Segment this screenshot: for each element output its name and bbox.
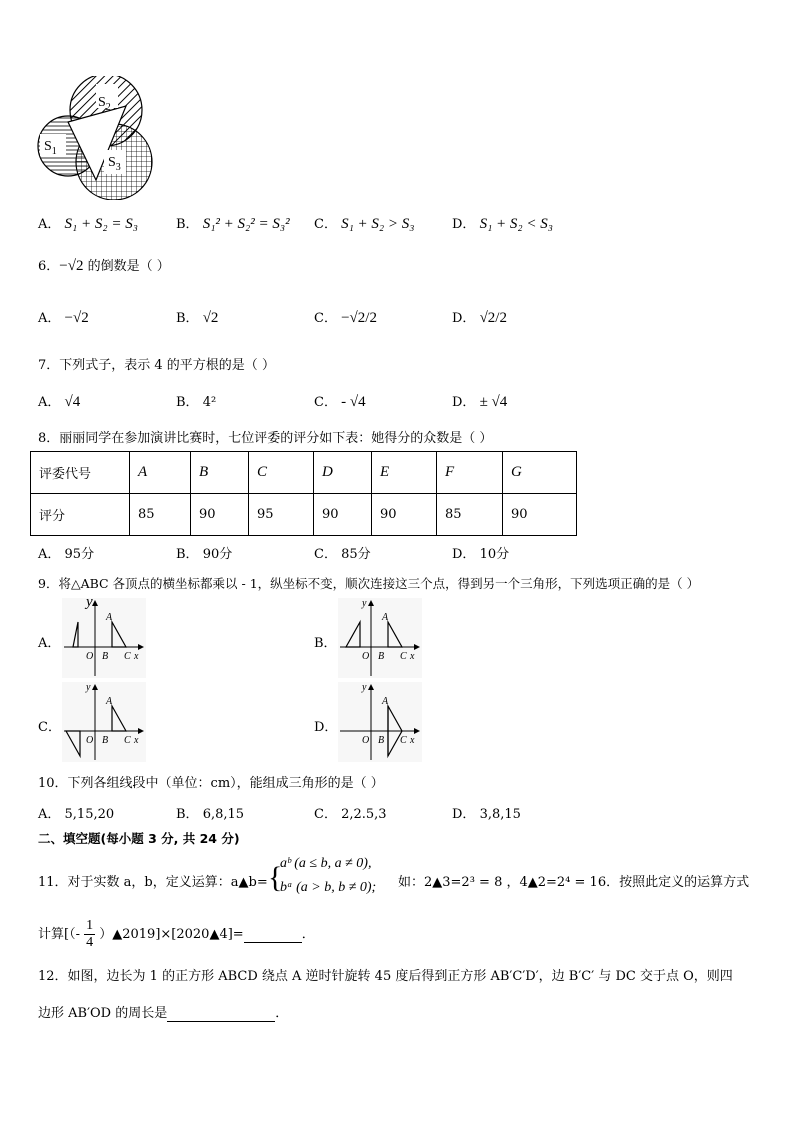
q7-option-a[interactable] [38, 391, 80, 411]
s2-label: $S_2$ [98, 95, 111, 113]
option-letter: C． [314, 311, 337, 326]
option-letter: D． [452, 311, 476, 326]
q11-line-2 [38, 918, 315, 951]
option-letter: C． [314, 547, 337, 562]
option-text: √2/2 [479, 310, 507, 326]
option-text: S₁ + S₂ < S₃ [479, 216, 553, 232]
y-axis-label: y [362, 598, 367, 609]
s3-label: $S_3$ [108, 155, 121, 173]
q9-graph-c [62, 682, 146, 762]
judge-cell: B [191, 452, 249, 494]
option-text: 6,8,15 [202, 807, 245, 822]
option-letter: D． [452, 547, 476, 562]
q9-graph-d [338, 682, 422, 762]
score-cell: 90 [191, 494, 249, 536]
answer-blank[interactable] [167, 1006, 275, 1022]
option-text: √2 [202, 310, 219, 326]
row-header: 评委代号 [31, 452, 130, 494]
q12-end: ． [275, 1006, 289, 1021]
option-text: √4 [64, 394, 81, 410]
q12-line-1: 12．如图，边长为 1 的正方形 ABCD 绕点 A 逆时针旋转 45 度后得到正方形 AB′C′D′，边 B′C′ 与 DC 交于点 O，则四 [38, 969, 733, 984]
point-c-label: C [400, 651, 407, 662]
point-c-label: C [400, 735, 407, 746]
q6-expression: −√2 [59, 258, 84, 274]
s1-label: $S_1$ [44, 139, 57, 157]
q8-option-c[interactable] [314, 543, 371, 562]
point-a-label: A [106, 696, 113, 707]
q5-pythagoras-circles-figure [36, 76, 156, 200]
question-number: 6． [38, 259, 60, 274]
option-text: 5,15,20 [64, 807, 115, 822]
origin-label: O [86, 735, 94, 746]
q12-line-2 [38, 1002, 288, 1022]
judge-cell: C [249, 452, 314, 494]
option-letter: D． [452, 807, 476, 822]
answer-blank[interactable] [244, 927, 302, 943]
q9-graph-b [338, 598, 422, 678]
option-letter: B． [176, 395, 199, 410]
fraction-denominator: 4 [86, 935, 94, 950]
q11-case-1: aᵇ (a ≤ b, a ≠ 0), [280, 856, 372, 871]
option-text: 2,2.5,3 [341, 807, 387, 822]
option-letter: A． [38, 217, 61, 232]
q10-option-b[interactable] [176, 803, 244, 822]
option-letter: D． [452, 395, 476, 410]
option-letter: C． [314, 217, 337, 232]
q7-option-c[interactable] [314, 391, 366, 411]
point-c-label: C [124, 735, 131, 746]
option-letter: B． [176, 217, 199, 232]
q9-option-a[interactable]: A． [38, 636, 61, 651]
x-axis-label: x [410, 651, 415, 662]
option-text: - √4 [341, 394, 366, 410]
point-c-label: C [124, 651, 131, 662]
q6-option-c[interactable] [314, 307, 377, 327]
point-a-label: A [382, 696, 389, 707]
point-a-label: A [382, 612, 389, 623]
option-letter: A． [38, 395, 61, 410]
q9-stem: 9．将△ABC 各顶点的横坐标都乘以 - 1，纵坐标不变，顺次连接这三个点，得到另一个三角形，下列选项正确的是（ ） [38, 576, 700, 591]
q7-option-d[interactable] [452, 391, 507, 411]
q9-option-c[interactable]: C． [38, 720, 61, 735]
q6-option-b[interactable] [176, 307, 218, 327]
q10-option-a[interactable] [38, 803, 114, 822]
origin-label: O [86, 651, 94, 662]
option-text: −√2 [64, 310, 89, 326]
option-text: S₁² + S₂² = S₃² [202, 216, 290, 232]
q8-option-a[interactable] [38, 543, 94, 562]
option-letter: A． [38, 807, 61, 822]
option-text: S₁ + S₂ > S₃ [341, 216, 415, 232]
option-letter: D． [452, 217, 476, 232]
q9-graph-a [62, 598, 146, 678]
q11-case-2: bᵃ (a > b, b ≠ 0); [280, 880, 377, 895]
x-axis-label: x [410, 735, 415, 746]
q5-option-c[interactable] [314, 213, 414, 233]
q9-option-b[interactable]: B． [314, 636, 337, 651]
q5-option-b[interactable] [176, 213, 290, 233]
point-b-label: B [102, 651, 109, 662]
option-letter: A． [38, 547, 61, 562]
score-cell: 90 [314, 494, 372, 536]
q11-line2-suffix: ）▲2019]×[2020▲4]= [99, 927, 244, 942]
option-text: 4² [202, 395, 217, 410]
option-letter: A． [38, 311, 61, 326]
y-axis-label: y [362, 682, 367, 693]
section-title: 二、填空题(每小题 3 分, 共 24 分) [38, 831, 240, 846]
option-letter: B． [176, 311, 199, 326]
q11-end: ． [301, 927, 315, 942]
fraction [84, 918, 95, 951]
score-cell: 90 [503, 494, 577, 536]
origin-label: O [362, 735, 370, 746]
score-cell: 90 [372, 494, 437, 536]
x-axis-label: x [134, 735, 139, 746]
q7-stem: 7．下列式子，表示 4 的平方根的是（ ） [38, 358, 275, 373]
q11-suffix: 如：2▲3=2³ = 8 ，4▲2=2⁴ = 16．按照此定义的运算方式 [398, 875, 750, 890]
option-letter: B． [176, 547, 199, 562]
q7-option-b[interactable] [176, 391, 216, 410]
judge-cell: E [372, 452, 437, 494]
q6-option-d[interactable] [452, 307, 507, 327]
option-letter: C． [314, 395, 337, 410]
judge-cell: G [503, 452, 577, 494]
y-axis-label: y [86, 598, 93, 610]
option-text: 3,8,15 [479, 807, 521, 822]
option-text: −√2/2 [341, 310, 377, 326]
judge-cell: A [130, 452, 191, 494]
option-text: 90分 [202, 547, 233, 562]
option-letter: C． [314, 807, 337, 822]
score-cell: 85 [130, 494, 191, 536]
q5-option-d[interactable] [452, 213, 553, 233]
option-text: 95分 [64, 547, 95, 562]
judge-cell: F [437, 452, 503, 494]
option-text: ± √4 [479, 394, 508, 410]
question-text: 的倒数是（ ） [83, 259, 170, 274]
q8-option-b[interactable] [176, 543, 232, 562]
row-header: 评分 [31, 494, 130, 536]
table-row [31, 494, 577, 536]
q8-stem: 8．丽丽同学在参加演讲比赛时，七位评委的评分如下表：她得分的众数是（ ） [38, 431, 493, 446]
q5-option-a[interactable] [38, 213, 138, 233]
option-text: S₁ + S₂ = S₃ [64, 216, 138, 232]
option-letter: B． [176, 807, 199, 822]
point-b-label: B [378, 735, 385, 746]
table-row [31, 452, 577, 494]
option-text: 85分 [341, 547, 371, 562]
fraction-numerator: 1 [86, 918, 94, 933]
q10-option-d[interactable] [452, 803, 521, 822]
score-cell: 95 [249, 494, 314, 536]
q10-option-c[interactable] [314, 803, 387, 822]
q6-option-a[interactable] [38, 307, 89, 327]
q8-option-d[interactable] [452, 543, 509, 562]
q11-prefix: 11．对于实数 a，b，定义运算：a▲b= [38, 875, 268, 890]
brace-icon: { [268, 861, 283, 894]
q9-option-d[interactable]: D． [314, 720, 338, 735]
judge-cell: D [314, 452, 372, 494]
q8-score-table [30, 451, 577, 536]
q11-line2-prefix: 计算[（- [38, 927, 80, 942]
x-axis-label: x [134, 651, 139, 662]
q12-line2-text: 边形 AB′OD 的周长是 [38, 1006, 168, 1021]
y-axis-label: y [86, 682, 91, 693]
point-b-label: B [102, 735, 109, 746]
q10-stem: 10．下列各组线段中（单位：cm），能组成三角形的是（ ） [38, 776, 384, 791]
point-b-label: B [378, 651, 385, 662]
origin-label: O [362, 651, 370, 662]
q6-stem [38, 255, 170, 275]
point-a-label: A [106, 612, 113, 623]
score-cell: 85 [437, 494, 503, 536]
option-text: 10分 [479, 547, 510, 562]
